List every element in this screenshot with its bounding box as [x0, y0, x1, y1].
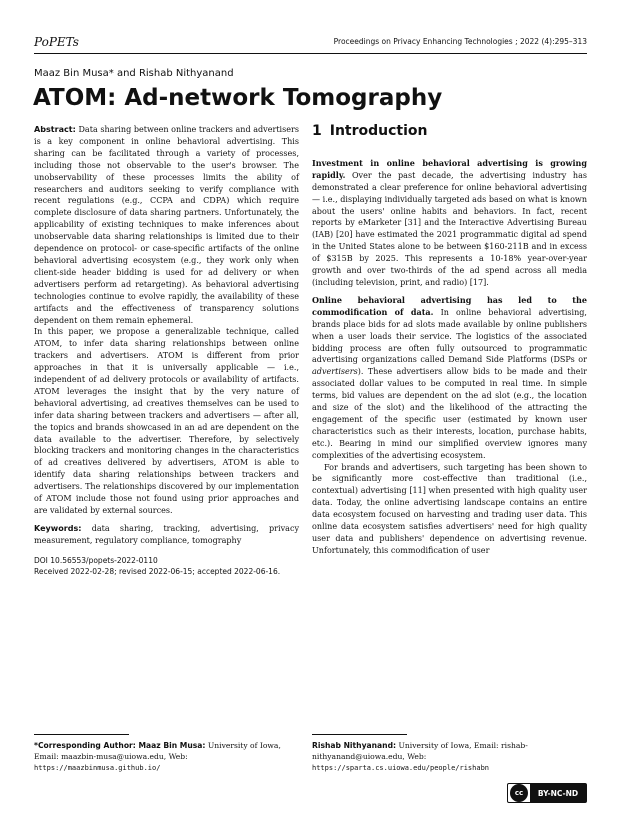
intro-text-2b: ). These advertisers allow bids to be made and their associated dollar values to be computed in real time. In simple terms, bid values are dependent on the ad slot (e.g., the location and size of the slot) and the likelihood of the attracting the engagement of the specific user (estimated by known user characteristics such as their interests, location, purchase habits, etc.). Bearing in mind our simplified overview ignores many complexities of the advertising ecosystem.: [312, 367, 587, 460]
received-dates: Received 2022-02-28; revised 2022-06-15; accepted 2022-06-16.: [34, 566, 281, 576]
abstract-paragraph-1: [34, 124, 299, 326]
abstract-paragraph-2: [34, 326, 299, 517]
keywords: [34, 523, 299, 547]
footnote-left: [34, 740, 299, 774]
intro-paragraph-3: [312, 462, 587, 557]
footnote-right-text: University of Iowa, Email: rishab-nithyanand@uiowa.edu, Web:: [312, 741, 528, 761]
footnote-left-url[interactable]: https://maazbinmusa.github.io/: [34, 764, 161, 772]
footnote-rule-right: [312, 734, 407, 735]
section-heading: [312, 123, 587, 139]
cc-license-badge[interactable]: [507, 783, 587, 803]
intro-lead-2: Online behavioral advertising has led to the commodification of data.: [312, 294, 587, 317]
intro-text-1: Over the past decade, the advertising industry has demonstrated a clear preference for online behavioral advertising — i.e., displaying individually targeted ads based on what is known about the users' online habits and behaviors. In fact, recent reports by eMarketer [31] and the Interactive Advertising Bureau (IAB) [20] have estimated the 2021 programmatic digital ad spend in the United States alone to be between $160-211B and in excess of $315B by 2025. This represents a 10-18% year-over-year growth and over two-thirds of the ad spend across all media (including television, print, and radio) [17].: [312, 170, 587, 287]
cc-icon: cc: [510, 784, 528, 802]
footnote-right-label: Rishab Nithyanand:: [312, 741, 397, 750]
footnote-rule-left: [34, 734, 129, 735]
right-column: [312, 124, 587, 557]
abstract-text-1: Data sharing between online trackers and advertisers is a key component in online behavioral advertising. This sharing can be facilitated through a variety of processes, including those not observable to the user's browser. The unobservability of these processes limits the ability of researchers and auditors seeking to verify compliance with recent regulations (e.g., CCPA and CDPA) which require complete disclosure of data sharing partners. Unfortunately, the applicability of existing techniques to make inferences about unobservable data sharing relationships is limited due to their dependence on protocol- or case-specific artifacts of the online behavioral advertising ecosystem (e.g., they work only when client-side header bidding is used for ad delivery or when advertisers perform ad retargeting). As behavioral advertising technologies continue to evolve rapidly, the availability of these artifacts and the effectiveness of transparency solutions dependent on them remain ephemeral.: [34, 125, 299, 325]
footnote-left-text: University of Iowa, Email: maazbin-musa@uiowa.edu, Web:: [34, 741, 281, 761]
license-label: BY-NC-ND: [530, 784, 586, 802]
proceedings-header: Proceedings on Privacy Enhancing Technologies ; 2022 (4):295–313: [333, 37, 587, 46]
intro-text-2a: In online behavioral advertising, brands place bids for ad slots made available by online publishers when a user loads their service. The logistics of the associated bidding process are often fully outsourced to programmatic advertising organizations called Demand Side Platforms (DSPs or: [312, 307, 587, 365]
section-title: Introduction: [329, 123, 428, 139]
intro-lead-1: Investment in online behavioral advertising is growing rapidly.: [312, 157, 587, 180]
intro-paragraph-1: [312, 158, 587, 289]
intro-paragraph-2: [312, 295, 587, 462]
left-column: [34, 124, 299, 577]
footnote-right: [312, 740, 587, 774]
keywords-text: data sharing, tracking, advertising, privacy measurement, regulatory compliance, tomography: [34, 523, 299, 545]
header-rule: [34, 53, 587, 54]
journal-name: PoPETs: [34, 35, 79, 49]
abstract-label: Abstract:: [34, 125, 76, 134]
footnote-right-url[interactable]: https://sparta.cs.uiowa.edu/people/rishabn: [312, 764, 490, 772]
section-number: 1: [312, 123, 322, 139]
footnote-left-label: *Corresponding Author: Maaz Bin Musa:: [34, 741, 206, 750]
authors: Maaz Bin Musa* and Rishab Nithyanand: [34, 68, 234, 79]
doi: DOI 10.56553/popets-2022-0110: [34, 555, 158, 565]
paper-title: ATOM: Ad-network Tomography: [33, 85, 443, 111]
intro-emphasis: advertisers: [312, 367, 358, 377]
abstract-text-2: In this paper, we propose a generalizable technique, called ATOM, to infer data sharing relationships between online trackers and advertisers. ATOM is different from prior approaches in that it is universally applicable — i.e., independent of ad delivery protocols or availability of artifacts. ATOM leverages the insight that by the very nature of behavioral advertising, ad creatives themselves can be used to infer data sharing between trackers and advertisers — after all, the topics and brands showcased in an ad are dependent on the data available to the advertiser. Therefore, by selectively blocking trackers and monitoring changes in the characteristics of ad creatives delivered by advertisers, ATOM is able to identify data sharing relationships between trackers and advertisers. The relationships discovered by our implementation of ATOM include those not found using prior approaches and are validated by external sources.: [34, 327, 299, 515]
keywords-label: Keywords:: [34, 523, 82, 533]
intro-text-3: For brands and advertisers, such targeting has been shown to be significantly more cost-effective than traditional (i.e., contextual) advertising [11] when presented with high quality user data. Today, the online advertising landscape contains an entire data ecosystem focused on harvesting and trading user data. This online data ecosystem satisfies advertisers' need for high quality user data and publishers' dependence on advertising revenue. Unfortunately, this commodification of user: [312, 462, 587, 555]
